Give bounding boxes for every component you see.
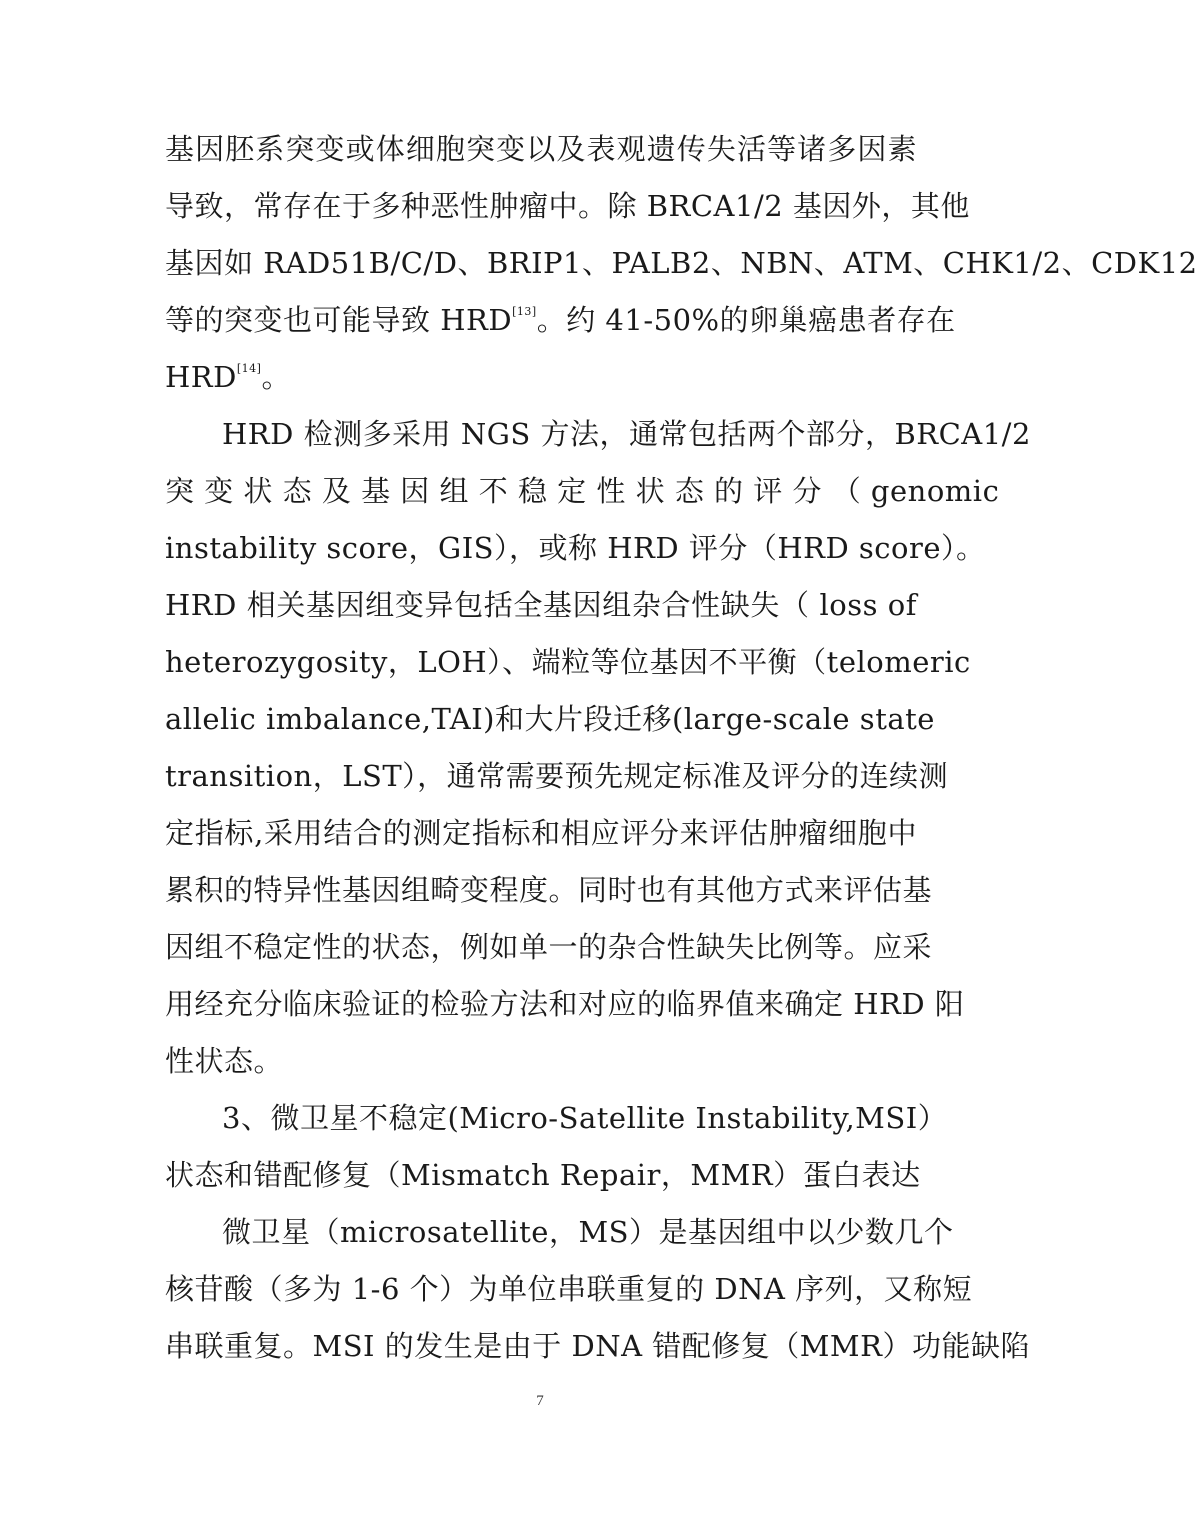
paragraph-line: 突 变 状 态 及 基 因 组 不 稳 定 性 状 态 的 评 分 （ genomic <box>165 474 1000 508</box>
paragraph-line: 累积的特异性基因组畸变程度。同时也有其他方式来评估基 <box>165 873 933 907</box>
paragraph-line: instability score，GIS），或称 HRD 评分（HRD score）。 <box>165 531 986 565</box>
line-text: 等的突变也可能导致 HRD[13] <box>165 303 537 337</box>
line-text: 。约 41-50%的卵巢癌患者存在 <box>536 303 956 337</box>
citation-ref: [14] <box>236 362 262 376</box>
paragraph-line: 定指标,采用结合的测定指标和相应评分来评估肿瘤细胞中 <box>165 816 917 850</box>
paragraph-line: 导致，常存在于多种恶性肿瘤中。除 BRCA1/2 基因外，其他 <box>165 189 970 223</box>
paragraph-line: 核苷酸（多为 1-6 个）为单位串联重复的 DNA 序列，又称短 <box>165 1272 973 1306</box>
paragraph-line: allelic imbalance,TAI)和大片段迁移(large-scale state <box>165 702 935 736</box>
paragraph-line: heterozygosity，LOH）、端粒等位基因不平衡（telomeric <box>165 645 971 679</box>
section-heading: 3、微卫星不稳定(Micro-Satellite Instability,MSI） <box>222 1101 948 1135</box>
paragraph-line: 基因胚系突变或体细胞突变以及表观遗传失活等诸多因素 <box>165 132 917 166</box>
paragraph-line: HRD 相关基因组变异包括全基因组杂合性缺失（ loss of <box>165 588 917 622</box>
paragraph-line: 用经充分临床验证的检验方法和对应的临界值来确定 HRD 阳 <box>165 987 965 1021</box>
paragraph-line: HRD 检测多采用 NGS 方法，通常包括两个部分，BRCA1/2 <box>222 417 1031 451</box>
paragraph-line: 因组不稳定性的状态，例如单一的杂合性缺失比例等。应采 <box>165 930 933 964</box>
page-number: 7 <box>536 1393 544 1409</box>
paragraph-line: 微卫星（microsatellite，MS）是基因组中以少数几个 <box>222 1215 954 1249</box>
paragraph-line: 串联重复。MSI 的发生是由于 DNA 错配修复（MMR）功能缺陷 <box>165 1329 1030 1363</box>
paragraph-line: HRD[14]。 <box>165 360 291 394</box>
citation-ref: [13] <box>512 305 537 319</box>
section-heading: 状态和错配修复（Mismatch Repair，MMR）蛋白表达 <box>165 1158 921 1192</box>
paragraph-line: transition，LST），通常需要预先规定标准及评分的连续测 <box>165 759 949 793</box>
paragraph-line: 性状态。 <box>165 1044 284 1078</box>
paragraph-line: 基因如 RAD51B/C/D、BRIP1、PALB2、NBN、ATM、CHK1/2、CDK12 <box>165 246 1198 280</box>
paragraph-line <box>165 300 956 340</box>
